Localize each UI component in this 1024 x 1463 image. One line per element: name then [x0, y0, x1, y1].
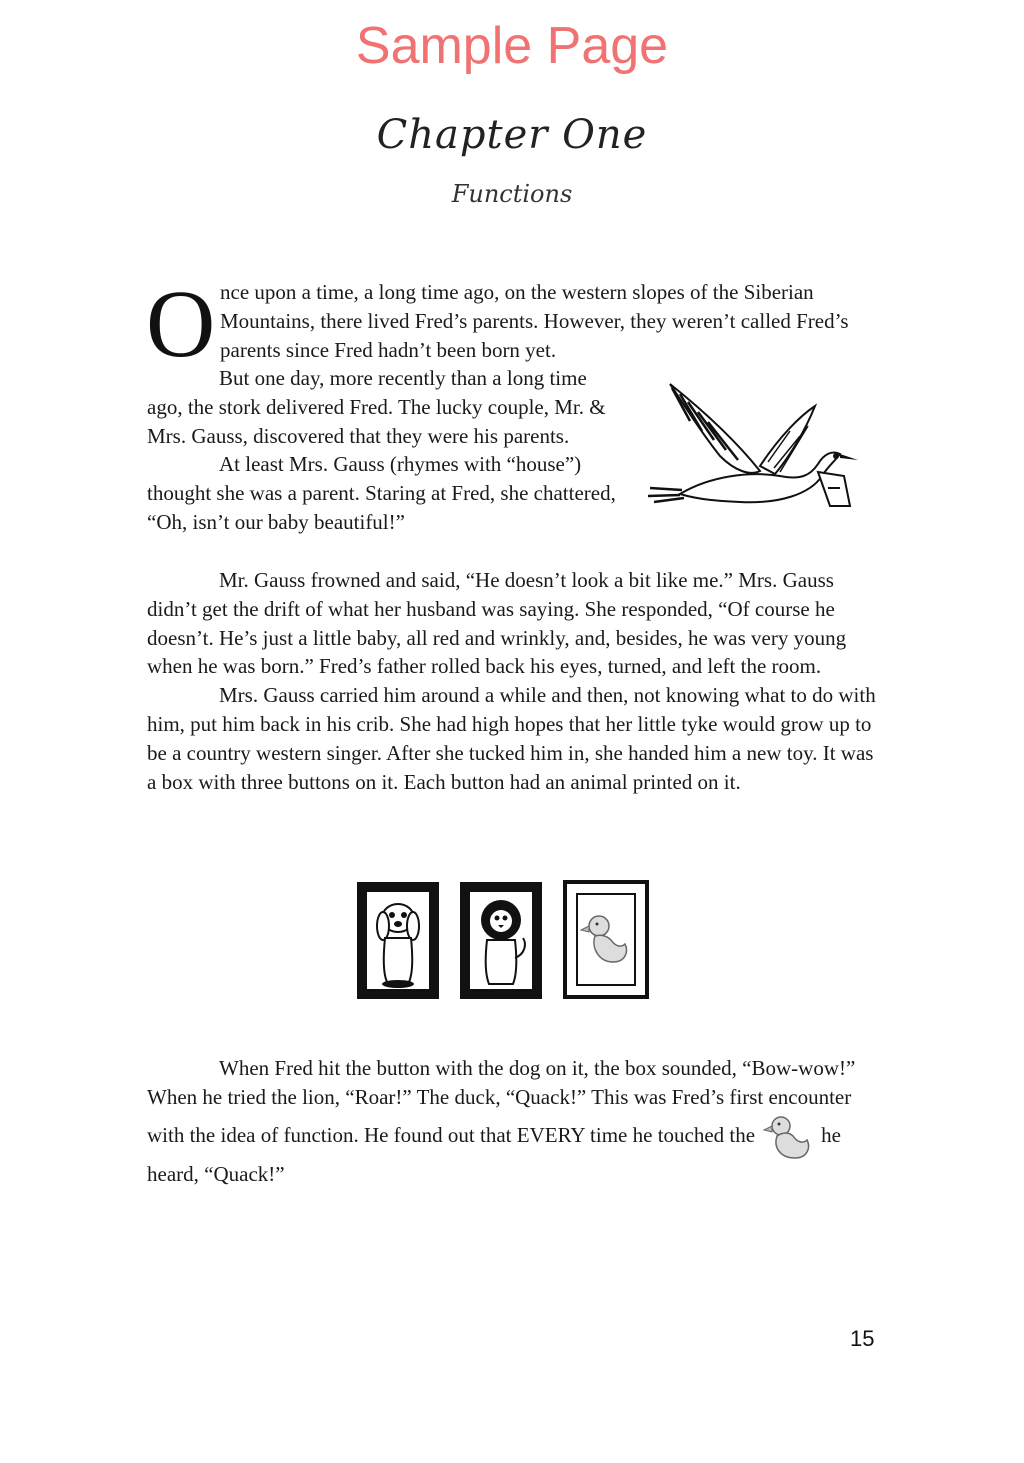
- sample-page-watermark: Sample Page: [355, 17, 669, 75]
- page-number: 15: [850, 1326, 875, 1351]
- lion-icon: [460, 882, 542, 999]
- paragraphs-4-5: [147, 566, 882, 796]
- paragraph-2-text: But one day, more recently than a long time ago, the stork delivered Fred. The lucky couple, Mr. & Mrs. Gauss, discovered that they were his parents.: [147, 366, 606, 448]
- dog-icon: [357, 882, 439, 999]
- stork-icon: [640, 376, 860, 526]
- paragraph-6-end: he heard, “Quack!”: [147, 1122, 841, 1186]
- duck-icon: [563, 880, 649, 999]
- paragraph-1-text: nce upon a time, a long time ago, on the western slopes of the Siberian Mountains, there lived Fred’s parents. However, they weren’t called Fred’s parents since Fred hadn’t been born yet.: [220, 280, 849, 362]
- drop-cap: O: [146, 270, 216, 377]
- paragraph-6: [147, 1054, 882, 1188]
- paragraph-3-text: At least Mrs. Gauss (rhymes with “house”) thought she was a parent. Staring at Fred, she chattered, “Oh, isn’t our baby beautiful!”: [147, 452, 616, 534]
- chapter-title: Chapter One: [376, 112, 648, 158]
- duck-icon: [761, 1112, 815, 1160]
- paragraph-1: [220, 278, 880, 364]
- paragraph-4-text: Mr. Gauss frowned and said, “He doesn’t look a bit like me.” Mrs. Gauss didn’t get the drift of what her husband was saying. She responded, “Of course he doesn’t. He’s just a little baby, all red and wrinkly, and, besides, he was very young when he was born.” Fred’s father rolled back his eyes, turned, and left the room.: [147, 568, 847, 679]
- paragraphs-2-3: [147, 364, 627, 537]
- chapter-subtitle: Functions: [451, 180, 573, 208]
- paragraph-5-text: Mrs. Gauss carried him around a while and then, not knowing what to do with him, put him back in his crib. She had high hopes that her little tyke would grow up to be a country western singer. After she tucked him in, she handed him a new toy. It was a box with three buttons on it. Each button had an animal printed on it.: [147, 683, 876, 794]
- paragraph-6-text: [147, 1054, 882, 1188]
- toy-buttons-illustration: [355, 878, 655, 1003]
- paragraph-6-start: When Fred hit the button with the dog on it, the box sounded, “Bow-wow!” When he tried the lion, “Roar!” The duck, “Quack!” This was Fred’s first encounter with the idea of function. He found out that EVERY time he touched the: [147, 1056, 856, 1147]
